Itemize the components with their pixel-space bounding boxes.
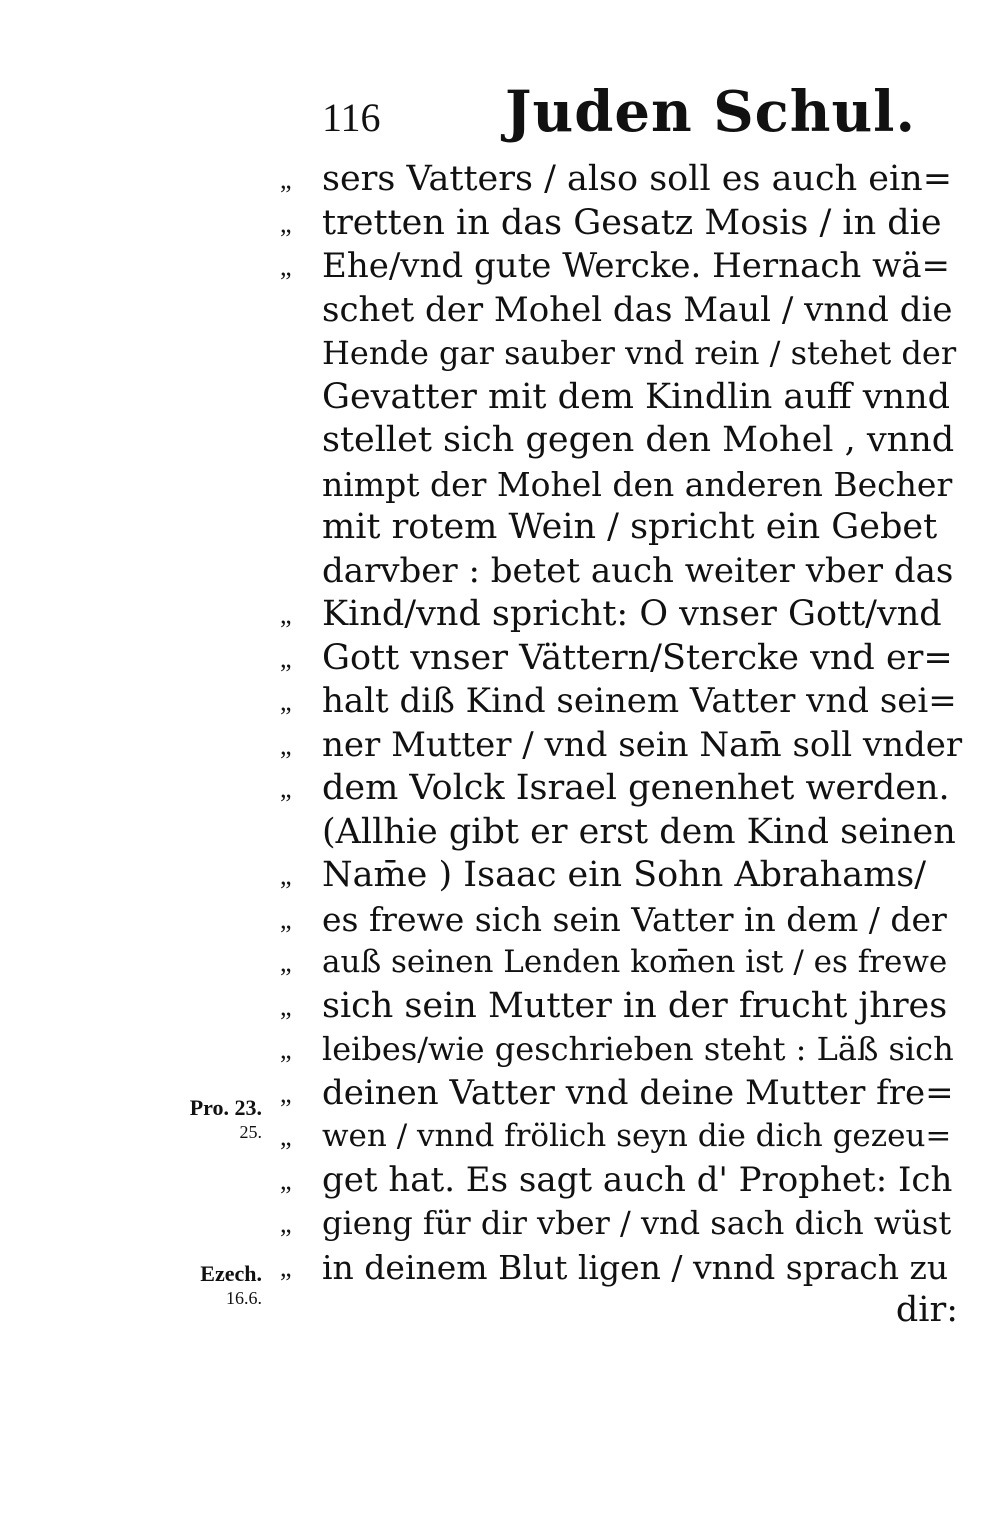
quote-mark: „ — [280, 1209, 292, 1238]
quote-mark: „ — [280, 165, 292, 194]
line-text: stellet sich gegen den Mohel , vnnd — [322, 420, 955, 460]
text-line — [280, 550, 980, 594]
margin-note-reference: 25. — [239, 1122, 262, 1142]
quote-mark: „ — [280, 1035, 292, 1064]
text-line — [280, 419, 980, 463]
line-text: gieng für dir vber / vnd sach dich wüst — [322, 1204, 952, 1242]
line-text: es frewe sich sein Vatter in dem / der — [322, 899, 947, 939]
text-line — [280, 289, 980, 333]
text-line — [280, 1115, 980, 1159]
quote-mark: „ — [280, 1252, 292, 1282]
text-line — [280, 463, 980, 507]
text-line — [280, 1028, 980, 1072]
text-line — [280, 376, 980, 420]
line-text: tretten in das Gesatz Mosis / in die — [322, 202, 942, 243]
line-text: Kind/vnd spricht: O vnser Gott/vnd — [322, 594, 942, 634]
quote-mark: „ — [280, 643, 292, 673]
text-line — [280, 245, 980, 289]
quote-mark: „ — [280, 904, 292, 934]
line-text: in deinem Blut ligen / vnnd sprach zu — [322, 1247, 949, 1287]
text-line — [280, 1159, 980, 1203]
margin-note-ezekiel — [150, 1262, 262, 1310]
line-text: get hat. Es sagt auch d' Prophet: Ich — [322, 1159, 953, 1200]
line-text: sers Vatters / also soll es auch ein= — [322, 159, 953, 199]
quote-mark: „ — [280, 1165, 292, 1195]
quote-mark: „ — [280, 252, 292, 281]
text-line — [280, 158, 980, 202]
text-line — [280, 724, 980, 768]
quote-mark: „ — [280, 774, 292, 803]
line-text: Gevatter mit dem Kindlin auff vnnd — [322, 376, 951, 417]
line-text: (Allhie gibt er erst dem Kind seinen — [322, 811, 956, 852]
quote-mark: „ — [280, 1122, 292, 1151]
margin-note-book: Pro. 23. — [189, 1095, 262, 1120]
body-text — [280, 158, 980, 1333]
margin-note-proverbs — [150, 1096, 262, 1144]
quote-mark: „ — [280, 687, 292, 716]
line-text: auß seinen Lenden kom̄en ist / es frewe — [322, 944, 948, 980]
text-line — [280, 1072, 980, 1116]
page-header — [300, 78, 980, 148]
text-line — [280, 985, 980, 1029]
margin-note-book: Ezech. — [200, 1261, 262, 1286]
catchword: dir: — [895, 1290, 958, 1330]
text-line — [280, 767, 980, 811]
line-text: sich sein Mutter in der frucht jhres — [322, 985, 948, 1026]
text-line — [280, 941, 980, 985]
catchword-line — [280, 1289, 980, 1333]
text-line — [280, 1202, 980, 1246]
text-line — [280, 1246, 980, 1290]
text-line — [280, 811, 980, 855]
line-text: mit rotem Wein / spricht ein Gebet — [322, 507, 938, 547]
line-text: deinen Vatter vnd deine Mutter fre= — [322, 1072, 954, 1113]
quote-mark: „ — [280, 208, 292, 238]
line-text: wen / vnnd frölich seyn die dich gezeu= — [322, 1118, 952, 1154]
quote-mark: „ — [280, 861, 292, 890]
quote-mark: „ — [280, 600, 292, 629]
text-line — [280, 332, 980, 376]
text-line — [280, 506, 980, 550]
line-text: ner Mutter / vnd sein Nam̄ soll vnder — [322, 724, 963, 765]
line-text: halt diß Kind seinem Vatter vnd sei= — [322, 681, 957, 721]
text-line — [280, 680, 980, 724]
quote-mark: „ — [280, 991, 292, 1021]
quote-mark: „ — [280, 730, 292, 760]
running-head: Juden Schul. — [505, 79, 916, 145]
text-line — [280, 202, 980, 246]
line-text: schet der Mohel das Maul / vnnd die — [322, 289, 953, 330]
line-text: leibes/wie geschrieben steht : Läß sich — [322, 1030, 954, 1068]
line-text: Nam̄e ) Isaac ein Sohn Abrahams/ — [322, 855, 927, 895]
margin-note-reference: 16.6. — [226, 1288, 262, 1308]
line-text: nimpt der Mohel den anderen Becher — [322, 464, 953, 504]
text-line — [280, 637, 980, 681]
line-text: Hende gar sauber vnd rein / stehet der — [322, 334, 957, 372]
line-text: darvber : betet auch weiter vber das — [322, 550, 954, 591]
text-line — [280, 854, 980, 898]
quote-mark: „ — [280, 1078, 292, 1108]
quote-mark: „ — [280, 948, 292, 977]
line-text: Ehe/vnd gute Wercke. Hernach wä= — [322, 246, 950, 286]
line-text: Gott vnser Vättern/Stercke vnd er= — [322, 637, 953, 678]
text-line — [280, 593, 980, 637]
page-number: 116 — [322, 95, 381, 140]
line-text: dem Volck Israel genenhet werden. — [322, 768, 950, 808]
text-line — [280, 898, 980, 942]
